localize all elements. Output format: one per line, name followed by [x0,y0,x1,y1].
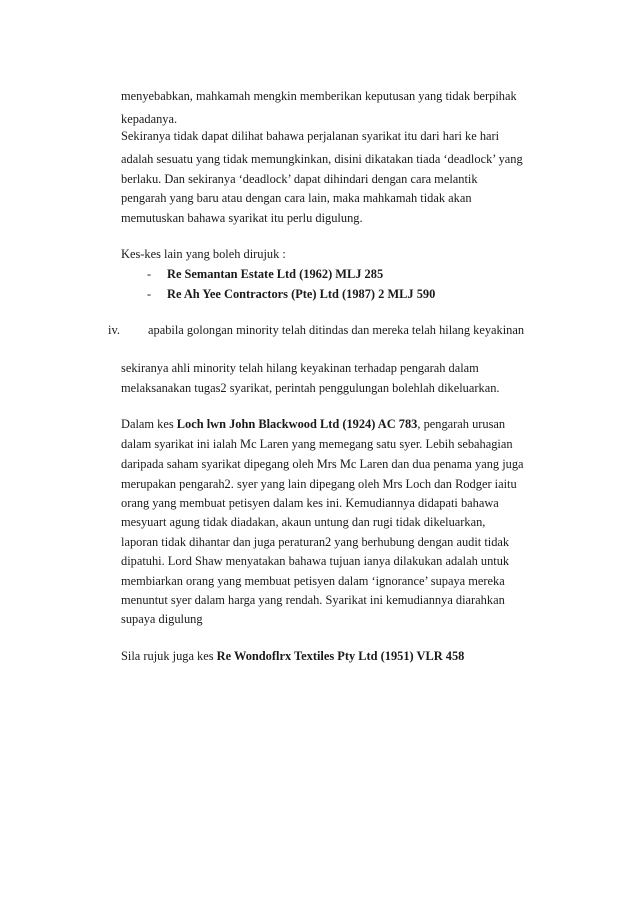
case-reference-item [147,266,383,282]
case-citation: Re Ah Yee Contractors (Pte) Ltd (1987) 2 MLJ 590 [167,287,436,301]
body-line: kepadanya. [121,112,178,126]
body-line [121,416,505,432]
body-line: orang yang membuat petisyen dalam kes ini. Kemudiannya didapati bahawa [121,496,499,510]
body-line: pengarah yang baru atau dengan cara lain, maka mahkamah tidak akan [121,191,472,205]
list-dash: - [147,287,152,301]
body-line: supaya digulung [121,612,203,626]
case-reference-item [147,286,435,302]
body-line: menyebabkan, mahkamah mengkin memberikan keputusan yang tidak berpihak [121,89,517,103]
text-run: Dalam kes [121,417,177,431]
text-run: Sila rujuk juga kes [121,649,217,663]
body-line: Sekiranya tidak dapat dilihat bahawa perjalanan syarikat itu dari hari ke hari [121,129,500,143]
body-line: sekiranya ahli minority telah hilang keyakinan terhadap pengarah dalam [121,361,479,375]
case-citation: Re Semantan Estate Ltd (1962) MLJ 285 [167,267,384,281]
text-run: , pengarah urusan [417,417,506,431]
case-citation: Re Wondoflrx Textiles Pty Ltd (1951) VLR 458 [216,649,465,663]
body-line [121,648,464,664]
body-line: membiarkan orang yang membuat petisyen dalam ‘ignorance’ supaya mereka [121,574,505,588]
body-line: daripada saham syarikat dipegang oleh Mrs Mc Laren dan dua penama yang juga [121,457,524,471]
body-line: dalam syarikat ini ialah Mc Laren yang memegang satu syer. Lebih sebahagian [121,437,513,451]
body-line: dipatuhi. Lord Shaw menyatakan bahawa tujuan ianya dilakukan adalah untuk [121,554,510,568]
body-line: adalah sesuatu yang tidak memungkinkan, disini dikatakan tiada ‘deadlock’ yang [121,152,523,166]
list-number: iv. [108,323,120,337]
body-line: melaksanakan tugas2 syarikat, perintah penggulungan bolehlah dikeluarkan. [121,381,500,395]
list-dash: - [147,267,152,281]
body-line: mesyuart agung tidak diadakan, akaun untung dan rugi tidak dikeluarkan, [121,515,486,529]
body-line: menuntut syer dalam harga yang rendah. Syarikat ini kemudiannya diarahkan [121,593,505,607]
body-line: merupakan pengarah2. syer yang lain dipegang oleh Mrs Loch dan Rodger iaitu [121,477,517,491]
references-intro: Kes-kes lain yang boleh dirujuk : [121,247,286,261]
case-citation: Loch lwn John Blackwood Ltd (1924) AC 783 [176,417,418,431]
body-line: laporan tidak dihantar dan juga peraturan2 yang berhubung dengan audit tidak [121,535,510,549]
body-line: berlaku. Dan sekiranya ‘deadlock’ dapat dihindari dengan cara melantik [121,172,478,186]
body-line: memutuskan bahawa syarikat itu perlu digulung. [121,211,363,225]
list-item-text: apabila golongan minority telah ditindas dan mereka telah hilang keyakinan [148,323,525,337]
